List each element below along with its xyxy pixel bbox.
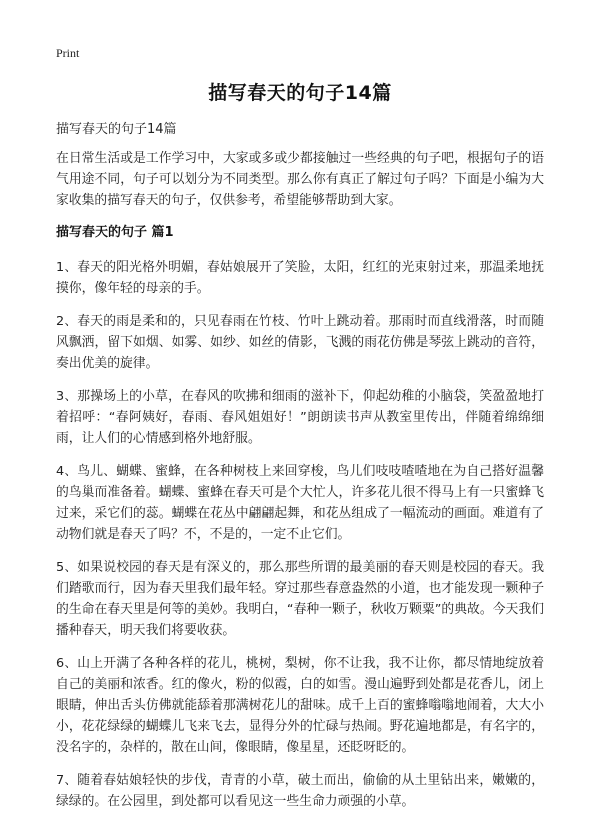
article-body [56,148,544,824]
list-item: 2、春天的雨是柔和的，只见春雨在竹枝、竹叶上跳动着。那雨时而直线滑落，时而随风飘洒，留下如烟、如雾、如纱、如丝的倩影，飞溅的雨花仿佛是琴弦上跳动的音符，奏出优美的旋律。 [56,314,544,371]
print-link[interactable]: Print [56,46,80,60]
section-heading: 描写春天的句子 篇1 [56,225,174,240]
list-item: 7、随着春姑娘轻快的步伐，青青的小草，破土而出，偷偷的从土里钻出来，嫩嫩的，绿绿的。在公园里，到处都可以看见这一些生命力顽强的小草。 [56,773,544,809]
page-title: 描写春天的句子14篇 [208,82,392,104]
intro-paragraph: 在日常生活或是工作学习中，大家或多或少都接触过一些经典的句子吧，根据句子的语气用途不同，句子可以划分为不同类型。那么你有真正了解过句子吗？下面是小编为大家收集的描写春天的句子，仅供参考，希望能够帮助到大家。 [56,151,544,208]
page-subtitle: 描写春天的句子14篇 [56,122,177,137]
list-item: 3、那操场上的小草，在春风的吹拂和细雨的滋补下，仰起幼稚的小脑袋，笑盈盈地打着招呼：“春阿姨好，春雨、春风姐姐好！”朗朗读书声从教室里传出，伴随着绵绵细雨，让人们的心情感到格外地舒服。 [56,389,544,446]
list-item: 4、鸟儿、蝴蝶、蜜蜂，在各种树枝上来回穿梭，鸟儿们吱吱喳喳地在为自己搭好温馨的鸟巢而准备着。蝴蝶、蜜蜂在春天可是个大忙人，许多花儿很不得马上有一只蜜蜂飞过来，采它们的蕊。蝴蝶在花丛中翩翩起舞，和花丛组成了一幅流动的画面。难道有了动物们就是春天了吗？不，不是的，一定不止它们。 [56,464,544,542]
list-item: 1、春天的阳光格外明媚，春姑娘展开了笑脸，太阳，红红的光束射过来，那温柔地抚摸你，像年轻的母亲的手。 [56,260,544,296]
list-item: 6、山上开满了各种各样的花儿，桃树，梨树，你不让我，我不让你，都尽情地绽放着自己的美丽和浓香。红的像火，粉的似霞，白的如雪。漫山遍野到处都是花香儿，闭上眼睛，伸出舌头仿佛就能舔着那满树花儿的甜味。成千上百的蜜蜂嗡嗡地闹着，大大小小，花花绿绿的蝴蝶儿飞来飞去，显得分外的忙碌与热闹。野花遍地都是，有名字的，没名字的，杂样的，散在山间，像眼睛，像星星，还眨呀眨的。 [56,656,544,755]
list-item: 5、如果说校园的春天是有深义的，那么那些所谓的最美丽的春天则是校园的春天。我们踏歌而行，因为春天里我们最年轻。穿过那些春意盎然的小道，也才能发现一颗种子的生命在春天里是何等的美妙。我明白，“春种一颗子，秋收万颗粟”的典故。今天我们播种春天，明天我们将要收获。 [56,560,544,638]
